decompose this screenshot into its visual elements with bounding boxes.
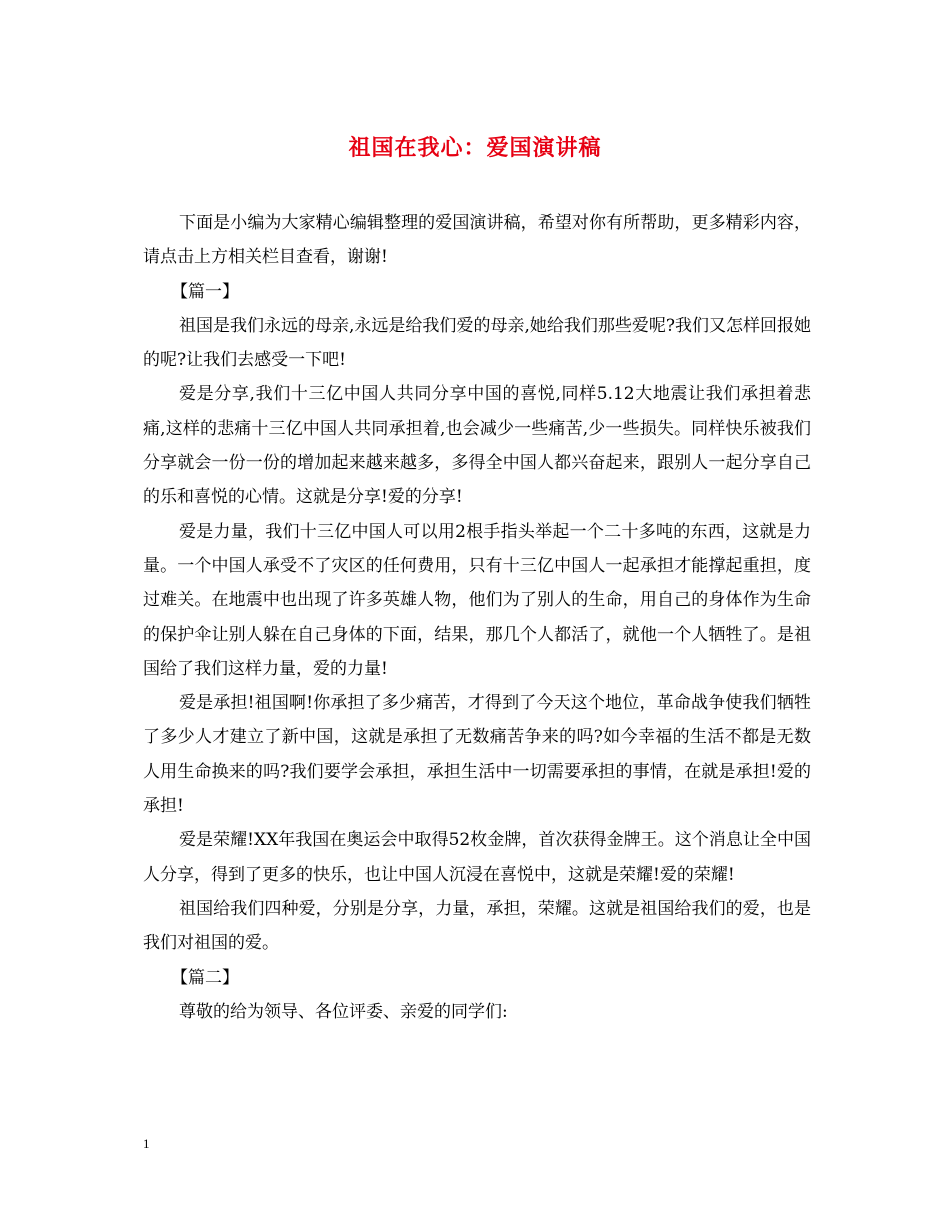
body-paragraph: 祖国给我们四种爱，分别是分享，力量，承担，荣耀。这就是祖国给我们的爱，也是我们对祖国的爱。 <box>143 898 811 954</box>
body-paragraph: 爱是分享,我们十三亿中国人共同分享中国的喜悦,同样5.12大地震让我们承担着悲痛,这样的悲痛十三亿中国人共同承担着,也会减少一些痛苦,少一些损失。同样快乐被我们分享就会一份一份的增加起来越来越多，多得全中国人都兴奋起来，跟别人一起分享自己的乐和喜悦的心情。这就是分享!爱的分享! <box>143 384 811 508</box>
page-number: 1 <box>143 1136 150 1151</box>
body-paragraph: 下面是小编为大家精心编辑整理的爱国演讲稿，希望对你有所帮助，更多精彩内容，请点击上方相关栏目查看，谢谢! <box>143 213 811 268</box>
section-heading: 【篇二】 <box>171 967 239 988</box>
body-paragraph: 爱是承担!祖国啊!你承担了多少痛苦，才得到了今天这个地位，革命战争使我们牺牲了多少人才建立了新中国，这就是承担了无数痛苦争来的吗?如今幸福的生活不都是无数人用生命换来的吗?我们要学会承担，承担生活中一切需要承担的事情，在就是承担!爱的承担! <box>143 693 811 817</box>
body-paragraph: 尊敬的给为领导、各位评委、亲爱的同学们: <box>179 1001 508 1022</box>
body-paragraph: 爱是力量，我们十三亿中国人可以用2根手指头举起一个二十多吨的东西，这就是力量。一个中国人承受不了灾区的任何费用，只有十三亿中国人一起承担才能撑起重担，度过难关。在地震中也出现了许多英雄人物，他们为了别人的生命，用自己的身体作为生命的保护伞让别人躲在自己身体的下面，结果，那几个人都活了，就他一个人牺牲了。是祖国给了我们这样力量，爱的力量! <box>143 521 811 679</box>
body-paragraph: 爱是荣耀!XX年我国在奥运会中取得52枚金牌，首次获得金牌王。这个消息让全中国人分享，得到了更多的快乐，也让中国人沉浸在喜悦中，这就是荣耀!爱的荣耀! <box>143 830 811 885</box>
document-body <box>143 206 811 1029</box>
body-paragraph: 祖国是我们永远的母亲,永远是给我们爱的母亲,她给我们那些爱呢?我们又怎样回报她的呢?让我们去感受一下吧! <box>143 315 811 371</box>
section-heading: 【篇一】 <box>171 281 239 302</box>
document-title: 祖国在我心：爱国演讲稿 <box>348 135 602 161</box>
